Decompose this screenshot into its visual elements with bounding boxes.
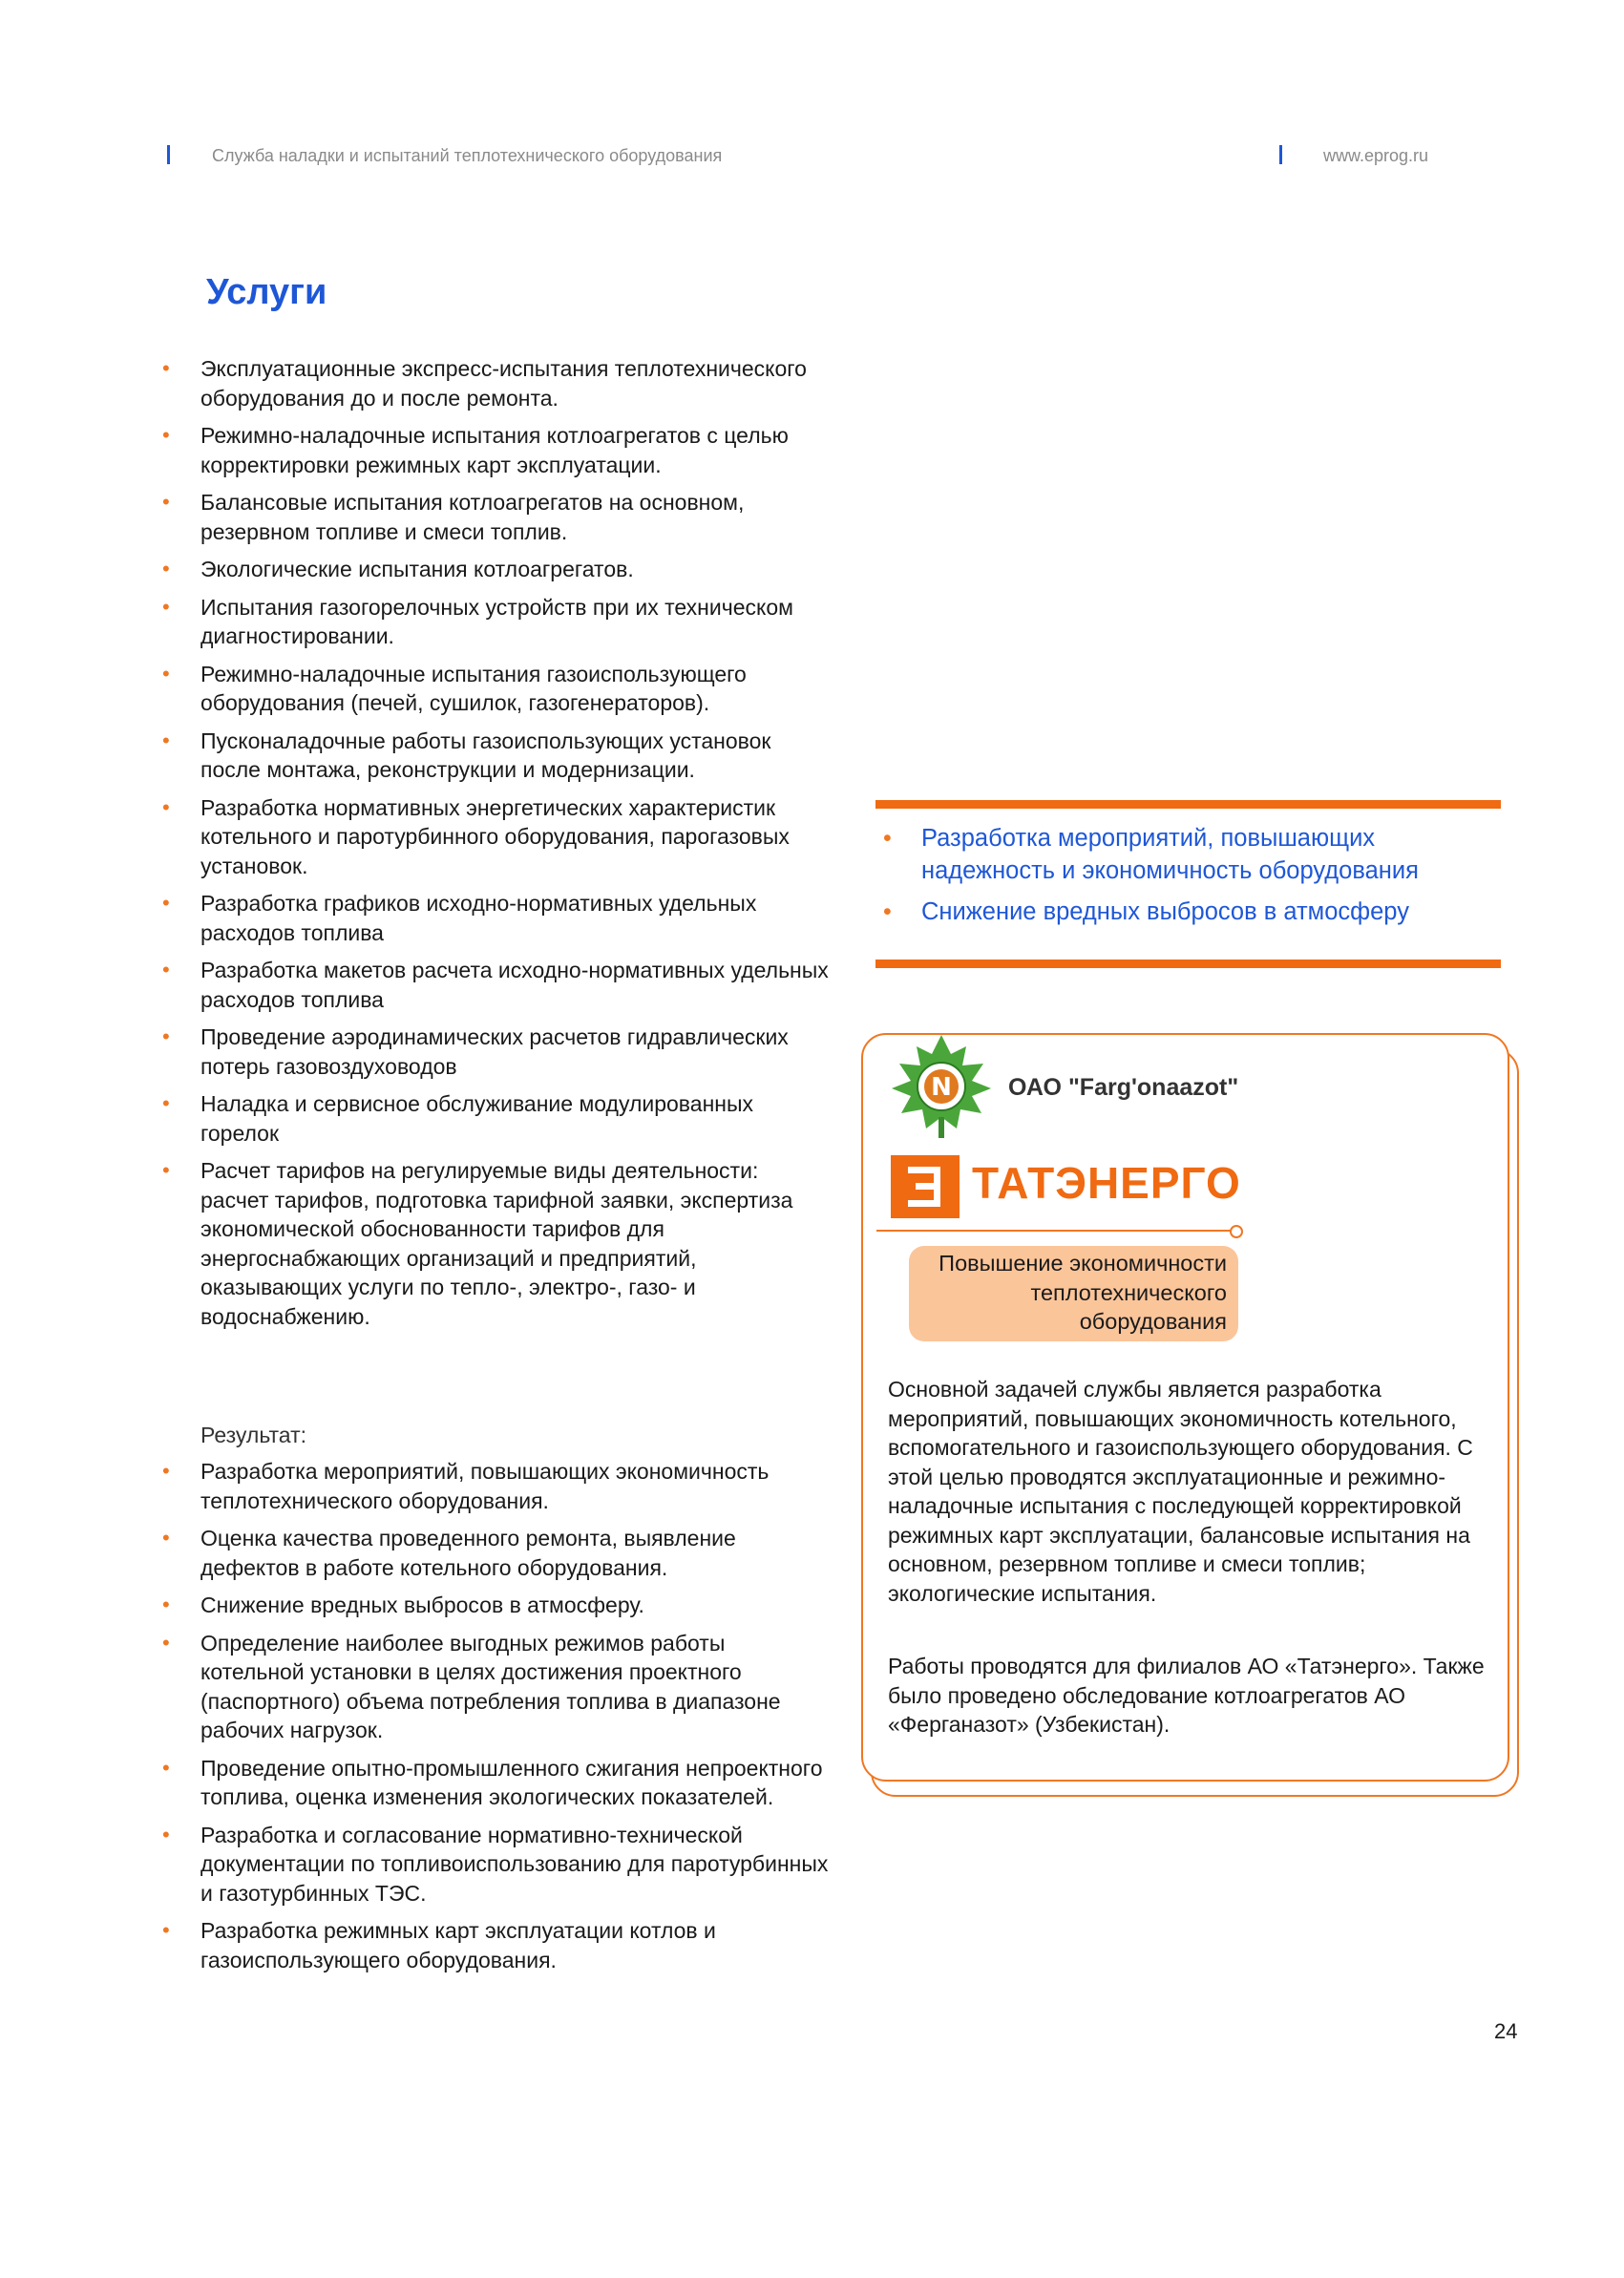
list-item: • Экологические испытания котлоагрегатов. (162, 555, 831, 584)
list-item: • Расчет тарифов на регулируемые виды деятельности: расчет тарифов, подготовка тарифной заявки, экспертиза экономической обоснованности тарифов для энергоснабжающих организаций и предприятий, оказывающих услуги по тепло-, электро-, газо- и водоснабжению. (162, 1158, 793, 1329)
header-website[interactable]: www.eprog.ru (1323, 146, 1429, 165)
services-list (162, 354, 831, 1339)
fargonaazot-logo-text: ОАО "Farg'onaazot" (1008, 1074, 1239, 1101)
list-item: • Разработка и согласование нормативно-технической документации по топливоиспользованию для паротурбинных и газотурбинных ТЭС. (162, 1822, 829, 1906)
bullet-icon: • (162, 661, 170, 686)
bullet-icon: • (162, 356, 170, 380)
list-item: • Оценка качества проведенного ремонта, выявление дефектов в работе котельного оборудования. (162, 1526, 736, 1580)
bullet-icon: • (162, 557, 170, 580)
services-title: Услуги (206, 272, 327, 312)
list-item: • Режимно-наладочные испытания газоиспользующего оборудования (печей, сушилок, газогенераторов). (162, 661, 747, 715)
bullet-icon: • (162, 794, 170, 819)
list-item: • Режимно-наладочные испытания котлоагрегатов с целью корректировки режимных карт эксплуатации. (162, 423, 789, 477)
list-item: • Пусконаладочные работы газоиспользующих установок после монтажа, реконструкции и модернизации. (162, 728, 771, 782)
bullet-icon: • (162, 1091, 170, 1115)
highlight-item: • Разработка мероприятий, повышающих надежность и экономичность оборудования (883, 822, 1504, 887)
list-item: • Проведение опытно-промышленного сжигания непроектного топлива, оценка изменения экологических показателей. (162, 1755, 823, 1809)
bullet-icon: • (162, 1526, 170, 1550)
result-list (162, 1457, 831, 1983)
highlight-list (883, 822, 1504, 937)
list-item: • Наладка и сервисное обслуживание модулированных горелок (162, 1091, 753, 1146)
box-divider (876, 1230, 1234, 1232)
fargonaazot-logo-icon (888, 1033, 995, 1140)
list-item: • Эксплуатационные экспресс-испытания теплотехнического оборудования до и после ремонта. (162, 356, 807, 411)
bullet-icon: • (883, 898, 892, 925)
bullet-icon: • (162, 1158, 170, 1182)
economy-label-text: Повышение экономичности теплотехнического оборудования (939, 1251, 1227, 1334)
tatenergo-logo-text: ТАТЭНЕРГО (972, 1158, 1241, 1208)
result-label: Результат: (200, 1423, 306, 1447)
bullet-icon: • (162, 891, 170, 915)
list-item: • Испытания газогорелочных устройств при их техническом диагностировании. (162, 594, 793, 648)
box-paragraph-clients: Работы проводятся для филиалов АО «Татэнерго». Также было проведено обследование котлоагрегатов АО «Ферганазот» (Узбекистан). (888, 1654, 1485, 1737)
bullet-icon: • (162, 1755, 170, 1780)
header-left-divider (167, 145, 170, 164)
bullet-icon: • (162, 1822, 170, 1846)
bullet-icon: • (162, 1918, 170, 1942)
list-item: • Снижение вредных выбросов в атмосферу. (162, 1591, 831, 1620)
bullet-icon: • (162, 1459, 170, 1483)
highlight-bottom-rule (875, 960, 1501, 968)
bullet-icon: • (162, 1592, 170, 1616)
divider-end-circle (1230, 1225, 1243, 1238)
bullet-icon: • (162, 958, 170, 981)
box-paragraph-main: Основной задачей службы является разработка мероприятий, повышающих экономичность котельного, вспомогательного и газоиспользующего оборудования. С этой целью проводятся эксплуатационные и режимно-наладочные испытания с последующей корректировкой режимных карт эксплуатации, балансовые испытания на основном, резервном топливе и смеси топлив; экологические испытания. (888, 1377, 1473, 1606)
bullet-icon: • (162, 594, 170, 619)
economy-label-badge (909, 1246, 1238, 1341)
highlight-item: • Снижение вредных выбросов в атмосферу (883, 896, 1504, 928)
bullet-icon: • (162, 728, 170, 752)
bullet-icon: • (162, 423, 170, 447)
bullet-icon: • (162, 1024, 170, 1048)
list-item: • Разработка графиков исходно-нормативных удельных расходов топлива (162, 891, 757, 945)
list-item: • Определение наиболее выгодных режимов работы котельной установки в целях достижения проектного (паспортного) объема потребления топлива в диапазоне рабочих нагрузок. (162, 1630, 781, 1742)
svg-text:N: N (931, 1073, 952, 1102)
bullet-icon: • (883, 825, 892, 852)
list-item: • Разработка макетов расчета исходно-нормативных удельных расходов топлива (162, 958, 829, 1012)
header-service-name: Служба наладки и испытаний теплотехнического оборудования (212, 146, 723, 165)
page-number: 24 (1494, 2019, 1518, 2043)
highlight-top-rule (875, 800, 1501, 809)
list-item: • Разработка мероприятий, повышающих экономичность теплотехнического оборудования. (162, 1459, 770, 1513)
list-item: • Разработка нормативных энергетических характеристик котельного и паротурбинного оборудования, парогазовых установок. (162, 794, 790, 878)
list-item: • Проведение аэродинамических расчетов гидравлических потерь газовоздуховодов (162, 1024, 789, 1079)
tatenergo-logo-icon (891, 1155, 960, 1218)
bullet-icon: • (162, 490, 170, 514)
list-item: • Балансовые испытания котлоагрегатов на основном, резервном топливе и смеси топлив. (162, 490, 745, 544)
header-right-divider (1279, 145, 1282, 164)
list-item: • Разработка режимных карт эксплуатации котлов и газоиспользующего оборудования. (162, 1918, 716, 1972)
bullet-icon: • (162, 1630, 170, 1655)
